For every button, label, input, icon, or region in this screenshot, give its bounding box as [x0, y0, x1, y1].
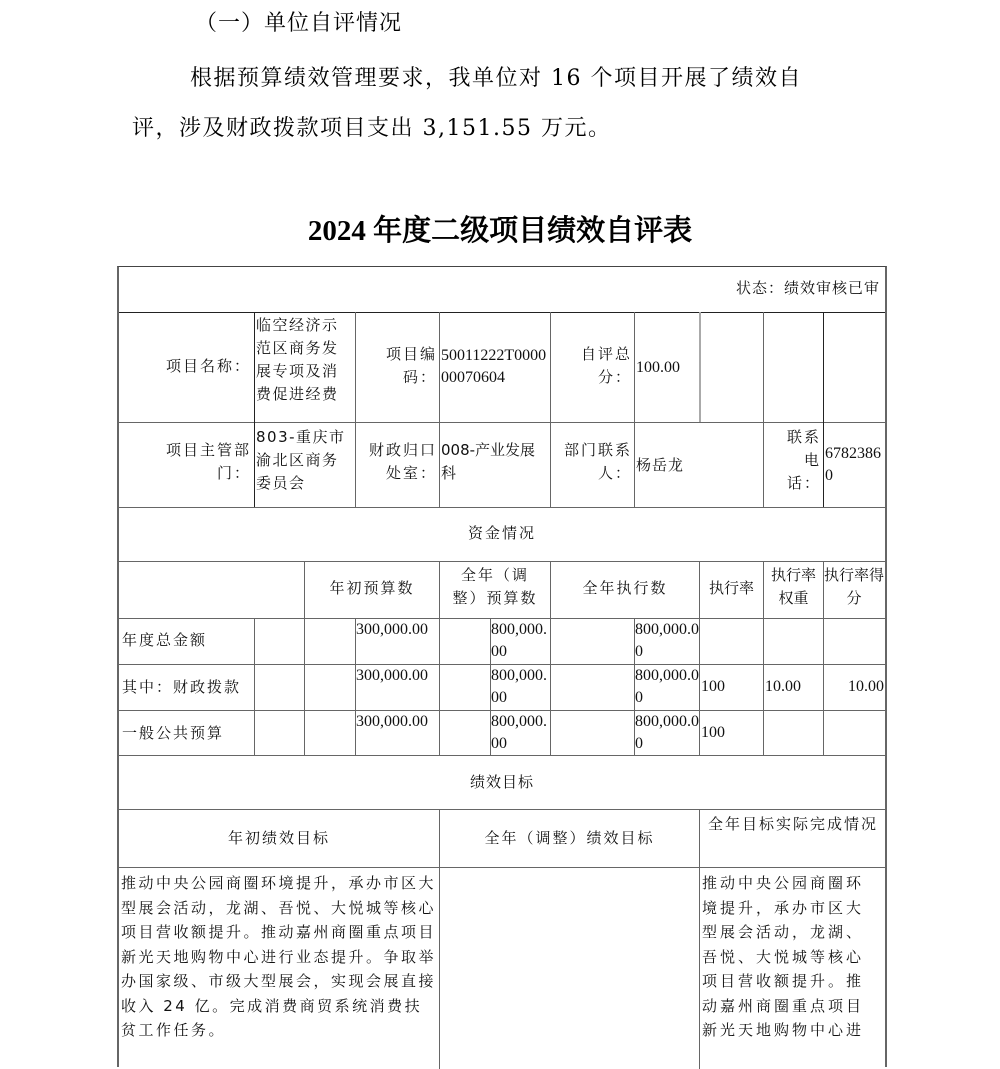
funding-row-weight: 10.00 — [765, 678, 801, 695]
funding-row-rate: 100 — [701, 724, 725, 741]
funding-header-initial: 年初预算数 — [329, 579, 415, 597]
funding-row-adjusted: 800,000.00 — [491, 621, 547, 660]
finance-office-value: 008-产业发展科 — [441, 441, 536, 482]
funding-section-label: 资金情况 — [467, 524, 536, 542]
paragraph-line-1: 根据预算绩效管理要求，我单位对 16 个项目开展了绩效自 — [190, 66, 802, 91]
funding-row-executed: 800,000.00 — [635, 713, 699, 752]
project-name-label: 项目名称： — [165, 357, 251, 375]
self-score-label: 自评总分： — [580, 345, 632, 386]
project-code-value: 50011222T000000070604 — [441, 347, 547, 386]
contact-value: 杨岳龙 — [636, 456, 685, 474]
goals-header-adjusted: 全年（调整）绩效目标 — [484, 829, 655, 847]
finance-office-label: 财政归口处室： — [368, 441, 437, 482]
project-code-label: 项目编码： — [385, 345, 437, 386]
project-name-value: 临空经济示范区商务发展专项及消费促进经费 — [256, 316, 339, 403]
funding-header-score: 执行率得分 — [824, 566, 885, 607]
funding-row-label: 年度总金额 — [122, 631, 208, 649]
funding-row-adjusted: 800,000.00 — [491, 713, 547, 752]
funding-row-initial: 300,000.00 — [356, 621, 428, 638]
funding-row-label: 其中：财政拨款 — [122, 678, 242, 696]
goals-header-actual: 全年目标实际完成情况 — [707, 815, 878, 833]
phone-value: 67823860 — [825, 445, 881, 484]
dept-label: 项目主管部门： — [165, 441, 251, 482]
goals-initial-text: 推动中央公园商圈环境提升，承办市区大型展会活动，龙湖、吾悦、大悦城等核心项目营收额提升。推动嘉州商圈重点项目新光天地购物中心进行业态提升。争取举办国家级、市级大型展会，实现会展直接收入 24 亿。完成消费商贸系统消费扶贫工作任务。 — [121, 874, 437, 1039]
funding-row-rate: 100 — [701, 678, 725, 695]
performance-table — [117, 266, 887, 1067]
dept-value: 803-重庆市渝北区商务委员会 — [256, 428, 346, 492]
phone-label: 联系电话： — [786, 428, 821, 492]
table-title: 2024 年度二级项目绩效自评表 — [307, 215, 693, 247]
funding-header-weight: 执行率权重 — [770, 566, 816, 607]
funding-row-initial: 300,000.00 — [356, 713, 428, 730]
funding-header-rate: 执行率 — [708, 579, 754, 597]
goals-header-initial: 年初绩效目标 — [227, 829, 330, 847]
goals-section-label: 绩效目标 — [469, 773, 534, 791]
funding-header-executed: 全年执行数 — [582, 579, 668, 597]
funding-row-label: 一般公共预算 — [122, 724, 225, 742]
self-score-value: 100.00 — [636, 359, 680, 376]
funding-header-adjusted: 全年（调整）预算数 — [452, 566, 538, 607]
paragraph-line-2: 评，涉及财政拨款项目支出 3,151.55 万元。 — [132, 116, 612, 141]
goals-actual-text: 推动中央公园商圈环境提升，承办市区大型展会活动，龙湖、吾悦、大悦城等核心项目营收额提升。推动嘉州商圈重点项目新光天地购物中心进 — [702, 874, 865, 1039]
funding-row-score: 10.00 — [848, 678, 884, 695]
status-text: 状态：绩效审核已审 — [735, 279, 880, 297]
section-heading: （一）单位自评情况 — [195, 11, 403, 36]
funding-row-executed: 800,000.00 — [635, 667, 699, 706]
contact-label: 部门联系人： — [563, 441, 632, 482]
funding-row-initial: 300,000.00 — [356, 667, 428, 684]
funding-row-adjusted: 800,000.00 — [491, 667, 547, 706]
funding-row-executed: 800,000.00 — [635, 621, 699, 660]
